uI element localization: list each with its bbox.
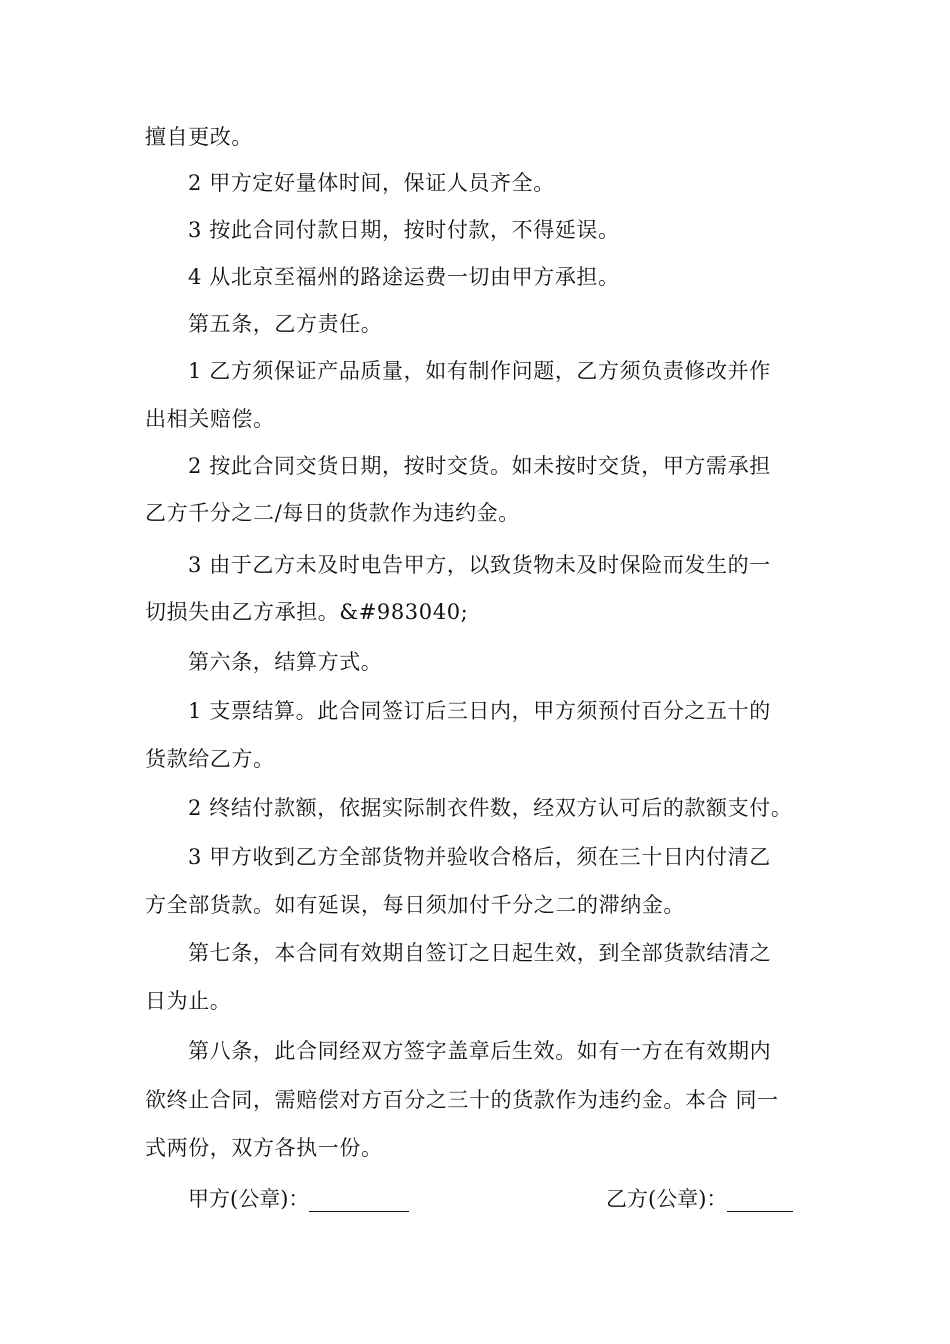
party-b-signature <box>606 1184 793 1214</box>
paragraph-line: 3 由于乙方未及时电告甲方，以致货物未及时保险而发生的一 <box>188 553 771 577</box>
paragraph-line: 方全部货款。如有延误，每日须加付千分之二的滞纳金。 <box>145 893 685 917</box>
paragraph-line: 3 甲方收到乙方全部货物并验收合格后，须在三十日内付清乙 <box>188 845 771 869</box>
paragraph-line: 4 从北京至福州的路途运费一切由甲方承担。 <box>188 265 620 289</box>
party-a-signature <box>188 1184 409 1214</box>
paragraph-line: 式两份，双方各执一份。 <box>145 1136 383 1160</box>
paragraph-line: 切损失由乙方承担。&#983040; <box>145 600 469 624</box>
section-heading: 第七条，本合同有效期自签订之日起生效，到全部货款结清之 <box>188 941 772 965</box>
paragraph-line: 货款给乙方。 <box>145 747 275 771</box>
party-a-signature-blank <box>309 1189 409 1212</box>
paragraph-line: 2 终结付款额，依据实际制衣件数，经双方认可后的款额支付。 <box>188 796 793 820</box>
paragraph-line: 出相关赔偿。 <box>145 407 275 431</box>
paragraph-line: 3 按此合同付款日期，按时付款，不得延误。 <box>188 218 620 242</box>
paragraph-line: 日为止。 <box>145 989 232 1013</box>
party-b-label: 乙方(公章)： <box>606 1187 728 1211</box>
paragraph-line: 1 乙方须保证产品质量，如有制作问题，乙方须负责修改并作 <box>188 359 771 383</box>
paragraph-line: 擅自更改。 <box>145 125 253 149</box>
party-a-label: 甲方(公章)： <box>188 1187 310 1211</box>
paragraph-line: 欲终止合同，需赔偿对方百分之三十的货款作为违约金。本合 同一 <box>145 1088 779 1112</box>
section-heading: 第八条，此合同经双方签字盖章后生效。如有一方在有效期内 <box>188 1039 772 1063</box>
party-b-signature-blank <box>727 1189 793 1212</box>
section-heading: 第六条，结算方式。 <box>188 650 383 674</box>
section-heading: 第五条，乙方责任。 <box>188 312 383 336</box>
paragraph-line: 乙方千分之二/每日的货款作为违约金。 <box>145 501 520 525</box>
paragraph-line: 2 按此合同交货日期，按时交货。如未按时交货，甲方需承担 <box>188 454 771 478</box>
paragraph-line: 2 甲方定好量体时间，保证人员齐全。 <box>188 171 555 195</box>
paragraph-line: 1 支票结算。此合同签订后三日内，甲方须预付百分之五十的 <box>188 699 771 723</box>
